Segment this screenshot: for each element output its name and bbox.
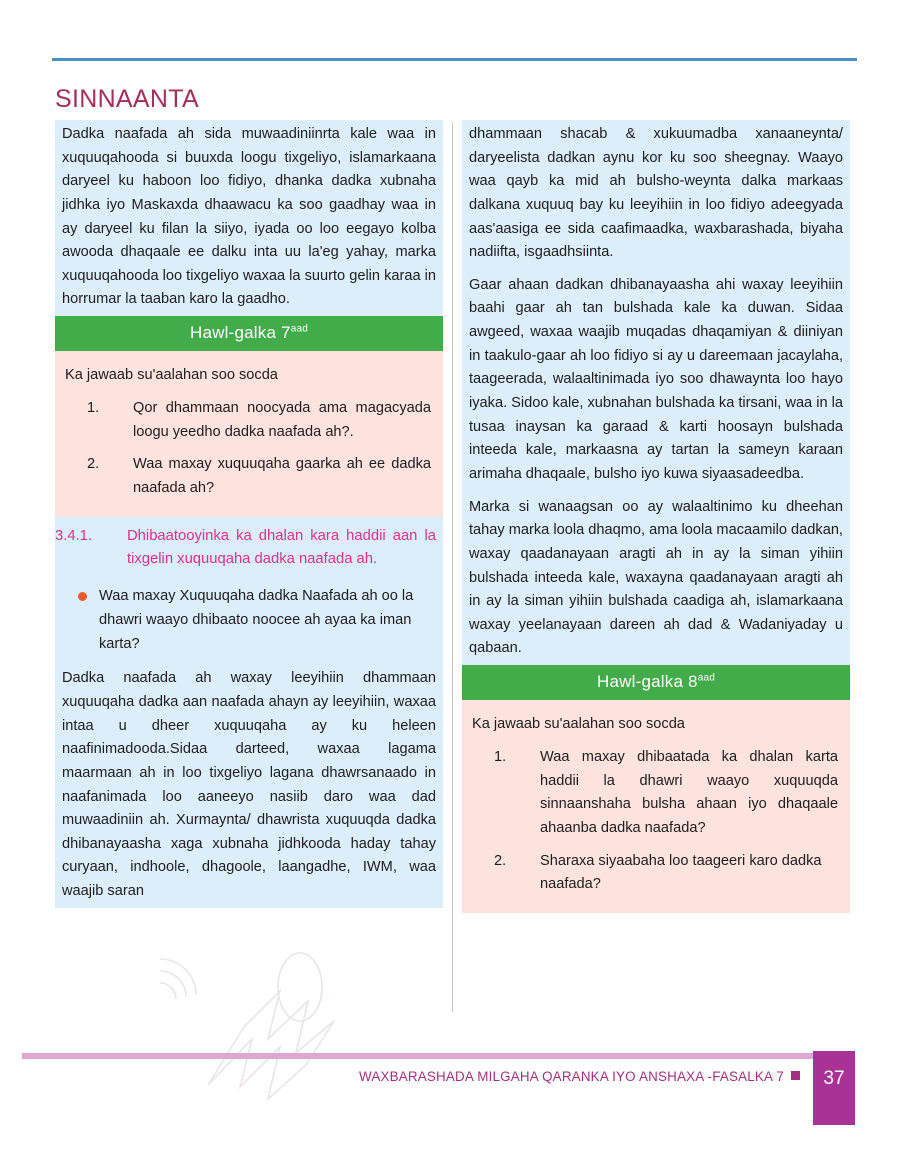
activity-8-intro: Ka jawaab su'aalahan soo socda (472, 716, 685, 733)
left-paragraph-2-block (55, 664, 443, 907)
activity-7-intro: Ka jawaab su'aalahan soo socda (65, 367, 278, 384)
left-column (55, 120, 443, 908)
page-number: 37 (823, 1068, 845, 1089)
activity-7 (55, 316, 443, 516)
section-heading-341 (55, 517, 443, 577)
left-paragraph-2: Dadka naafada ah waxay leeyihiin dhammaan xuquuqaha dadka aan naafada ahayn ay leeyihiin, waxaa intaa u dheer xuquuqaha ay ku heleen naafinimadooda.Sidaa darteed, waxaa lagama maarmaan ah in loo tixgeliyo lagana dhawrsanaado in naafanimada loo aaneeyo nasiib daro waa dad muwaadiniin ah. Xurmaynta/ dhawrista xuquuqda dadka dhibanayaasha xaga xubnaha jidhkooda haday tahay curyaan, indhoole, dhagoole, laangadhe, IWM, waa waajib saran (62, 670, 436, 900)
activity-7-question-list (65, 397, 431, 501)
right-paragraph-3: Marka si wanaagsan oo ay walaaltinimo ku dheehan tahay marka loola dhaqmo, ama loola macaamilo dadkan, waxay qaadanayaan aragti ah in ay la siman yihiin bulshada inteeda kale, waxayna qaadanayaan aragti ah in ay la siman yihiin bulshada caadiga ah, islamarkaana waxay yeelanayaan dareen ah dad & Wadaniyaday u qabaan. (469, 498, 843, 657)
activity-8-body (462, 700, 850, 913)
list-item (65, 397, 431, 444)
footer-rule (22, 1053, 834, 1059)
section-title: Dhibaatooyinka ka dhalan kara haddii aan la tixgelin xuquuqaha dadka naafada ah. (127, 527, 436, 567)
activity-7-header-label: Hawl-galka 7 (190, 323, 291, 343)
activity-7-body (55, 351, 443, 516)
right-paragraph-2: Gaar ahaan dadkan dhibanayaasha ahi waxay leeyihiin baahi gaar ah tan bulshada kale ka duwan. Sidaa awgeed, waxaa waajib muqadas dhaqamiyan & diiniyan in taakulo-gaar ah loo fidiyo si ay u dareemaan jacaylaha, taageerada, walaaltinimada iyo soo dhawaynta loo hayo iyaka. Sidoo kale, xubnahan bulshada ka tirsani, waa in la tusaa inaysan ka garaad & karti hoosayn bulshada inteeda kale, markaasna ay tartan la sameyn karaan arimaha dhaqaale, bulsho iyo kuwa siyaasadeedba. (469, 276, 844, 482)
activity-8-question-2: Sharaxa siyaabaha loo taageeri karo dadka naafada? (540, 852, 822, 893)
activity-8 (462, 665, 850, 913)
left-bullet-item (55, 576, 443, 664)
footer-title (359, 1069, 800, 1084)
footer-square-icon (791, 1071, 800, 1080)
page-title: SINNAANTA (55, 84, 199, 113)
left-bullet-text: Waa maxay Xuquuqaha dadka Naafada ah oo la dhawri waayo dhibaato noocee ah ayaa ka iman karta? (99, 588, 414, 652)
bullet-dot-icon (55, 585, 99, 656)
section-number: 3.4.1. (55, 527, 93, 544)
right-text-block (462, 120, 850, 665)
activity-7-question-2: Waa maxay xuquuqaha gaarka ah ee dadka naafada ah? (133, 456, 431, 496)
activity-7-question-1: Qor dhammaan noocyada ama magacyada loogu yeedho dadka naafada ah?. (133, 400, 431, 440)
activity-8-question-list (472, 746, 838, 897)
activity-7-header-sup: aad (290, 323, 308, 335)
activity-8-question-1: Waa maxay dhibaatada ka dhalan karta haddii la dhawri waayo xuquuqda sinnaanshaha bulsha ahaan iyo dhaqaale ahaanba dadka naafada? (540, 748, 838, 836)
page-number-box (813, 1051, 855, 1125)
activity-8-header-sup: aad (697, 672, 715, 684)
column-divider (452, 122, 453, 1012)
activity-8-header (462, 665, 850, 700)
right-paragraph-1: dhammaan shacab & xukuumadba xanaaneynta/ daryeelista dadkan aynu kor ku soo sheegnay. Waayo waa qayb ka mid ah bulsho-weynta dalka markaas dalkana xuquuq bay ku leeyihiin in loo fidiyo adeegyada aas'aasiga ee sida caafimaadka, waxbarashada, biyaha nadiifta, isgaadhsiinta. (469, 126, 843, 261)
list-item (472, 850, 838, 897)
activity-8-header-label: Hawl-galka 8 (597, 672, 698, 692)
header-rule (52, 58, 857, 61)
left-paragraph-1: Dadka naafada ah sida muwaadiniinrta kale waa in xuquuqahooda si buuxda loogu tixgeliyo, islamarkaana daryeel ku haboon loo fidiyo, dhanka dadka xubnaha jidhka iyo Maskaxda dhaawacu ka soo gaadhay waa in ay daryeel ku filan la siiyo, iyada oo loo eegayo kolba awooda dhaqaale ee dalku inta uu la'eg yahay, marka xuquuqahooda loo tixgeliyo waxaa la suurto gelin karaa in horrumar la taaban karo la gaadho. (62, 126, 437, 308)
footer-title-text: WAXBARASHADA MILGAHA QARANKA IYO ANSHAXA -FASALKA 7 (359, 1069, 784, 1084)
right-column (462, 120, 850, 913)
list-item (472, 746, 838, 841)
activity-7-header (55, 316, 443, 351)
list-item (65, 453, 431, 500)
left-paragraph-1-block (55, 120, 443, 316)
